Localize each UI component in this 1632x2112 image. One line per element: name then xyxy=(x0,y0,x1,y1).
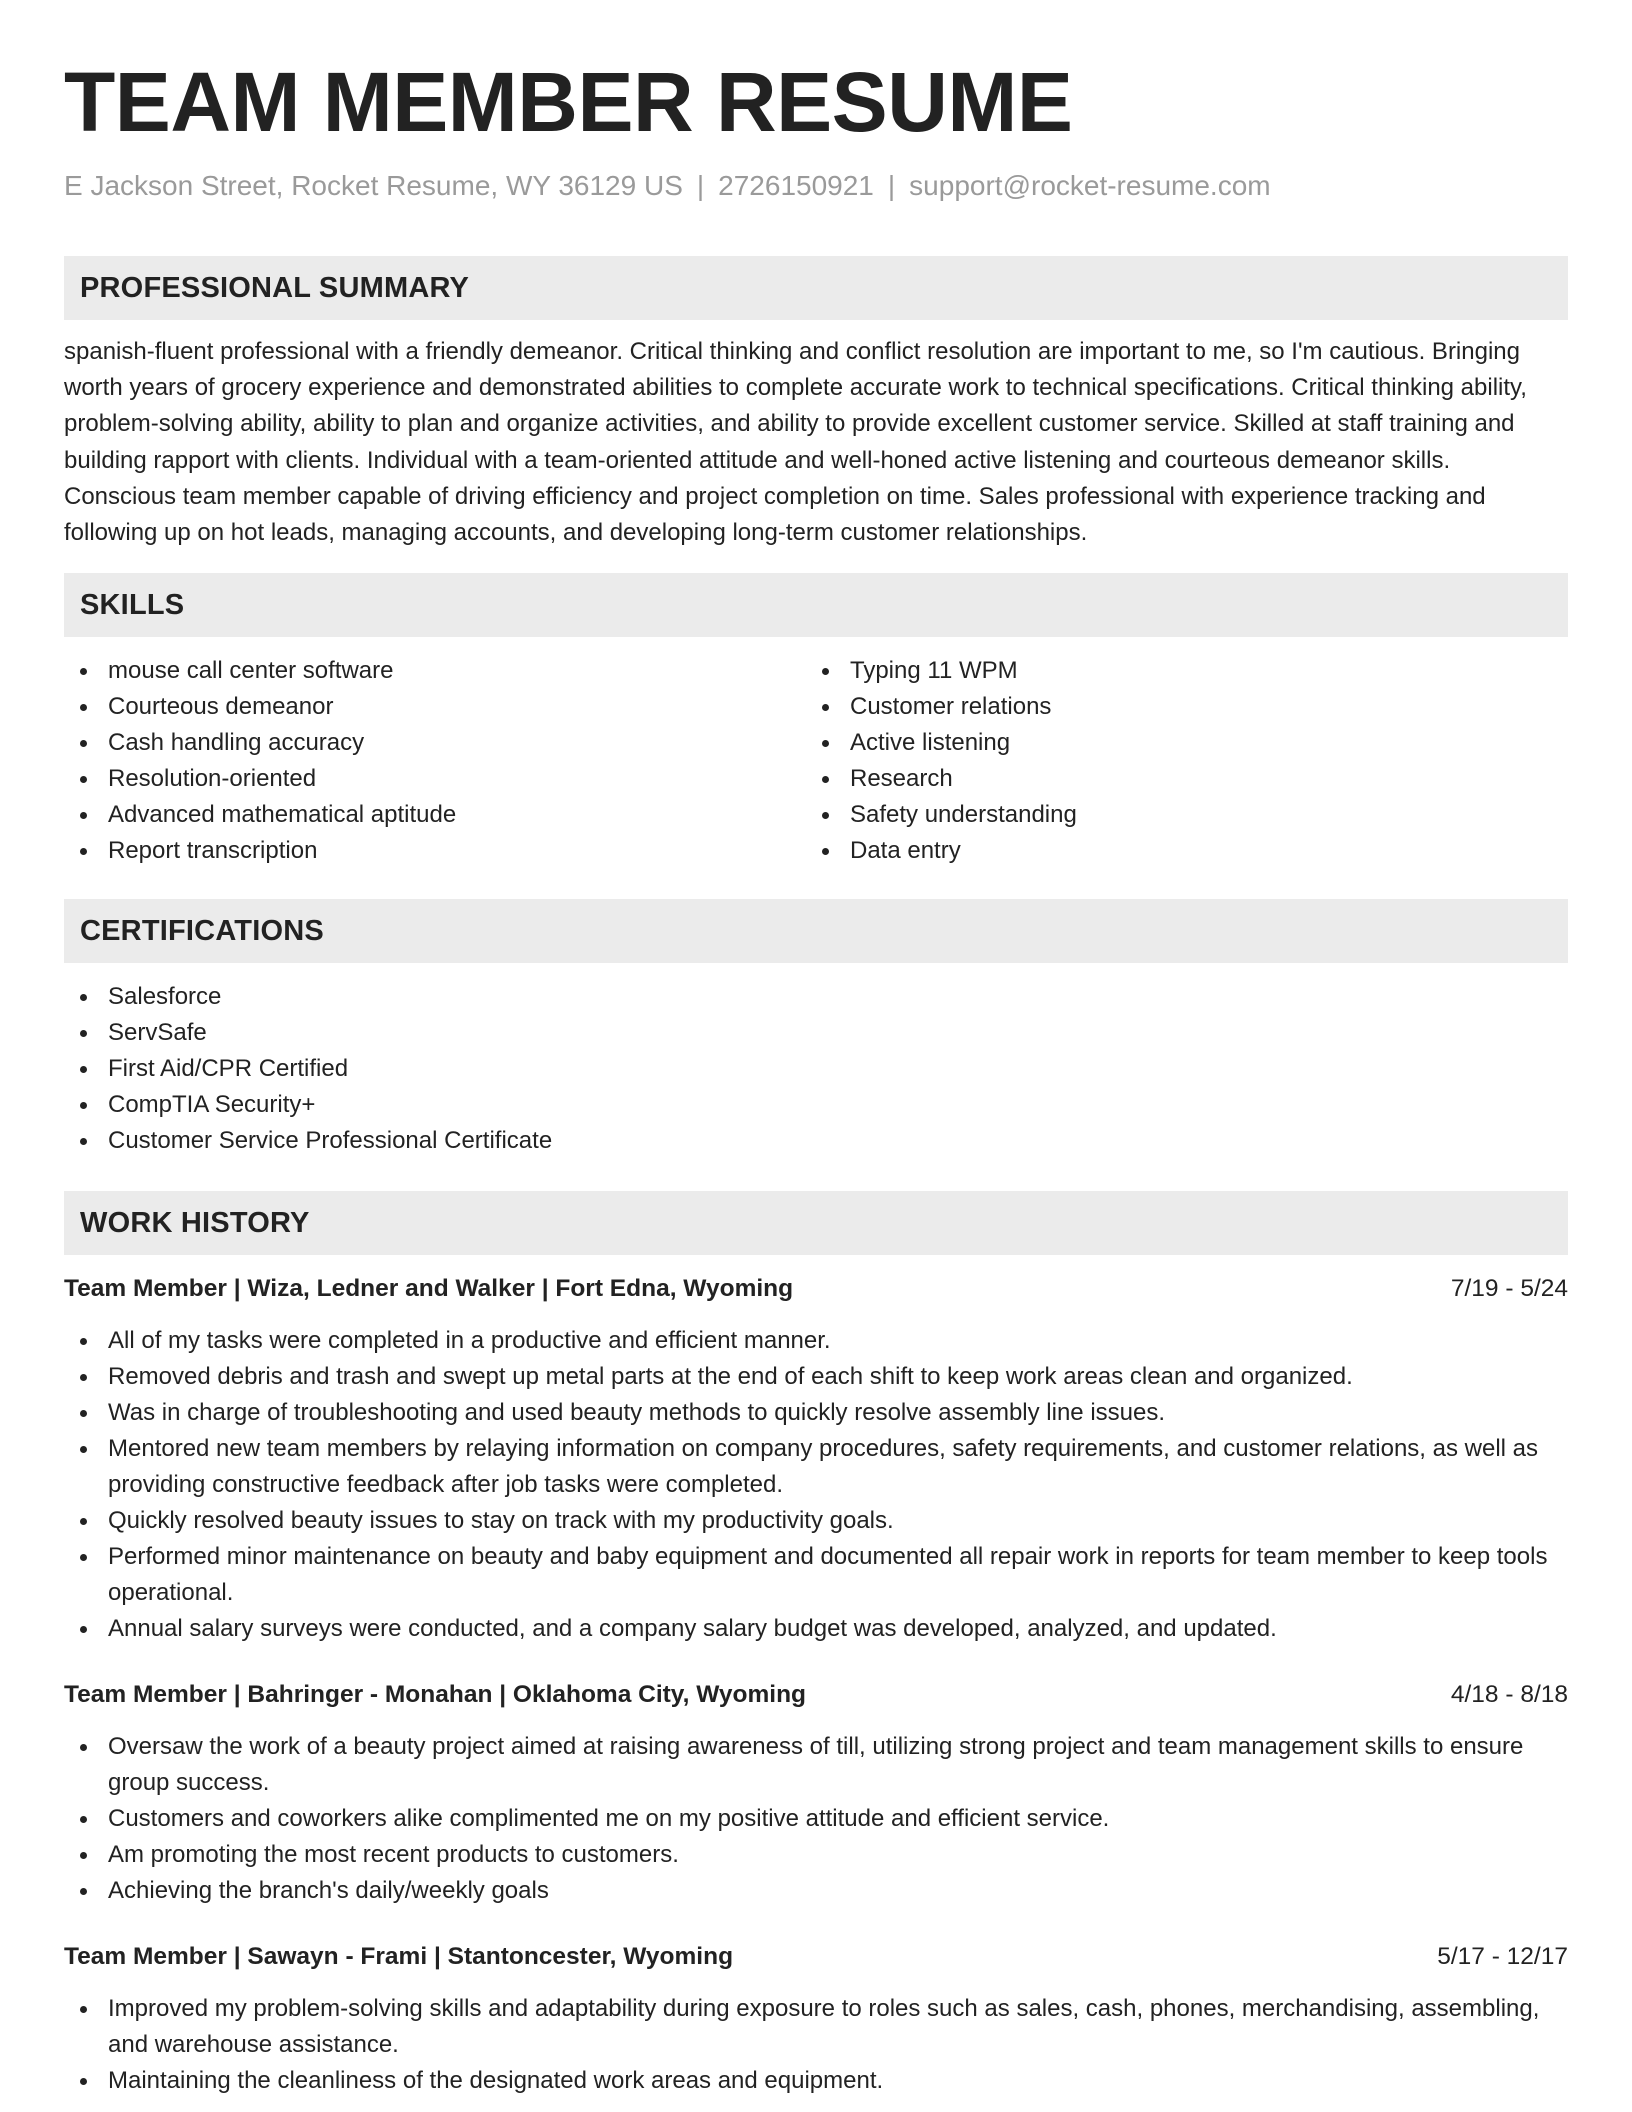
section-title: CERTIFICATIONS xyxy=(80,914,324,947)
resume-page xyxy=(64,0,1568,2099)
job-header xyxy=(64,1939,1568,1975)
contact-phone: 2726150921 xyxy=(718,170,874,201)
job-bullets xyxy=(64,1991,1568,2099)
job-bullet: Achieving the branch's daily/weekly goals xyxy=(64,1873,1568,1909)
job-dates: 4/18 - 8/18 xyxy=(1450,1681,1568,1709)
job-header xyxy=(64,1677,1568,1713)
resume-title: TEAM MEMBER RESUME xyxy=(64,55,1073,149)
job-bullet: Removed debris and trash and swept up metal parts at the end of each shift to keep work areas clean and organized. xyxy=(64,1359,1568,1395)
skills-column-right xyxy=(806,653,1548,869)
certification-item: CompTIA Security+ xyxy=(64,1087,1568,1123)
skills-column-left xyxy=(64,653,806,869)
skills-grid xyxy=(64,653,1568,869)
certification-item: First Aid/CPR Certified xyxy=(64,1051,1568,1087)
job-bullet: Performed minor maintenance on beauty and baby equipment and documented all repair work in reports for team member to keep tools operational. xyxy=(64,1539,1568,1611)
job-bullet: All of my tasks were completed in a productive and efficient manner. xyxy=(64,1323,1568,1359)
section-header-skills xyxy=(64,573,1568,637)
job-bullet: Am promoting the most recent products to customers. xyxy=(64,1837,1568,1873)
section-header-summary xyxy=(64,256,1568,320)
job-bullet: Annual salary surveys were conducted, and a company salary budget was developed, analyzed, and updated. xyxy=(64,1611,1568,1647)
job-bullet: Customers and coworkers alike complimented me on my positive attitude and efficient service. xyxy=(64,1801,1568,1837)
skill-item: mouse call center software xyxy=(64,653,806,689)
job-bullets xyxy=(64,1729,1568,1909)
skill-item: Advanced mathematical aptitude xyxy=(64,797,806,833)
job-bullets xyxy=(64,1323,1568,1647)
skill-item: Typing 11 WPM xyxy=(806,653,1548,689)
certification-item: Salesforce xyxy=(64,979,1568,1015)
job-header xyxy=(64,1271,1568,1307)
skill-item: Resolution-oriented xyxy=(64,761,806,797)
skill-item: Safety understanding xyxy=(806,797,1548,833)
job-dates: 5/17 - 12/17 xyxy=(1437,1943,1568,1971)
skill-item: Research xyxy=(806,761,1548,797)
skill-item: Cash handling accuracy xyxy=(64,725,806,761)
section-title: SKILLS xyxy=(80,588,185,621)
job-bullet: Oversaw the work of a beauty project aimed at raising awareness of till, utilizing strong project and team management skills to ensure group success. xyxy=(64,1729,1568,1801)
certification-item: Customer Service Professional Certificate xyxy=(64,1123,1568,1159)
summary-text: spanish-fluent professional with a friendly demeanor. Critical thinking and conflict resolution are important to me, so I'm cautious. Bringing worth years of grocery experience and demonstrated abilities to complete accurate work to technical specifications. Critical thinking ability, problem-solving ability, ability to plan and organize activities, and ability to provide excellent customer service. Skilled at staff training and building rapport with clients. Individual with a team-oriented attitude and well-honed active listening and courteous demeanor skills. Conscious team member capable of driving efficiency and project completion on time. Sales professional with experience tracking and following up on hot leads, managing accounts, and developing long-term customer relationships. xyxy=(64,338,1527,547)
job-bullet: Was in charge of troubleshooting and used beauty methods to quickly resolve assembly line issues. xyxy=(64,1395,1568,1431)
job-title: Team Member | Bahringer - Monahan | Oklahoma City, Wyoming xyxy=(64,1681,807,1709)
skill-item: Report transcription xyxy=(64,833,806,869)
section-title: PROFESSIONAL SUMMARY xyxy=(80,271,470,304)
skill-item: Data entry xyxy=(806,833,1548,869)
skill-item: Courteous demeanor xyxy=(64,689,806,725)
section-header-certifications xyxy=(64,899,1568,963)
section-header-work-history xyxy=(64,1191,1568,1255)
skill-item: Customer relations xyxy=(806,689,1548,725)
job-title: Team Member | Sawayn - Frami | Stantoncester, Wyoming xyxy=(64,1943,734,1971)
job-bullet: Maintaining the cleanliness of the designated work areas and equipment. xyxy=(64,2063,1568,2099)
contact-line xyxy=(64,168,1568,204)
section-title: WORK HISTORY xyxy=(80,1206,310,1239)
skill-item: Active listening xyxy=(806,725,1548,761)
contact-separator: | xyxy=(696,170,705,201)
job-bullet: Mentored new team members by relaying information on company procedures, safety requirements, and customer relations, as well as providing constructive feedback after job tasks were completed. xyxy=(64,1431,1568,1503)
contact-email[interactable]: support@rocket-resume.com xyxy=(909,170,1271,201)
job-bullet: Quickly resolved beauty issues to stay on track with my productivity goals. xyxy=(64,1503,1568,1539)
job-bullet: Improved my problem-solving skills and adaptability during exposure to roles such as sales, cash, phones, merchandising, assembling, and warehouse assistance. xyxy=(64,1991,1568,2063)
job-title: Team Member | Wiza, Ledner and Walker | Fort Edna, Wyoming xyxy=(64,1275,794,1303)
job-dates: 7/19 - 5/24 xyxy=(1450,1275,1568,1303)
job-entry xyxy=(64,1939,1568,2099)
contact-address: E Jackson Street, Rocket Resume, WY 36129 US xyxy=(64,170,683,201)
certification-item: ServSafe xyxy=(64,1015,1568,1051)
job-entry xyxy=(64,1677,1568,1909)
certifications-list xyxy=(64,979,1568,1159)
job-entry xyxy=(64,1271,1568,1647)
contact-separator: | xyxy=(887,170,896,201)
